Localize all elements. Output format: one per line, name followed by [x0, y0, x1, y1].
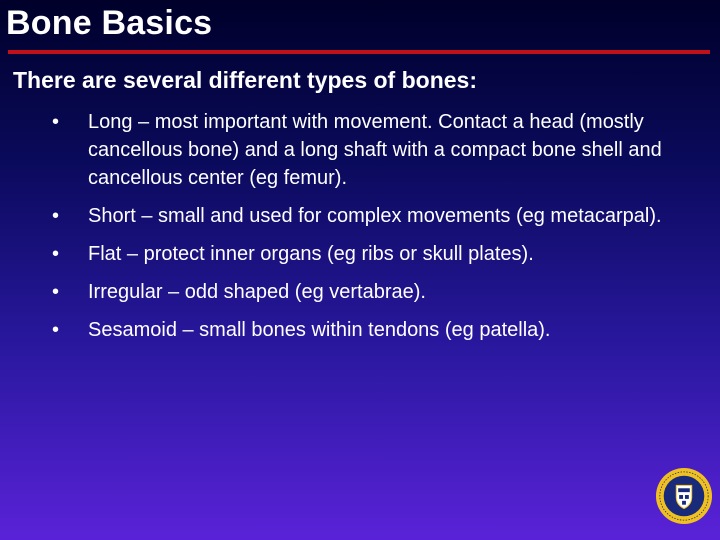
bullet-text: Short – small and used for complex movements (eg metacarpal).	[88, 205, 662, 227]
bullet-text: Flat – protect inner organs (eg ribs or skull plates).	[88, 243, 534, 265]
slide-title: Bone Basics	[6, 4, 213, 42]
list-item-flat	[52, 240, 692, 268]
bullet-text: Long – most important with movement. Contact a head (mostly cancellous bone) and a long shaft with a compact bone shell and cancellous center (eg femur).	[88, 111, 662, 189]
bone-types-list	[52, 108, 692, 354]
list-item-sesamoid	[52, 316, 692, 344]
list-item-long	[52, 108, 692, 192]
bullet-text: Irregular – odd shaped (eg vertabrae).	[88, 281, 426, 303]
bullet-icon: •	[52, 111, 60, 133]
bullet-icon: •	[52, 243, 60, 265]
bullet-icon: •	[52, 205, 60, 227]
bullet-icon: •	[52, 319, 60, 341]
list-item-irregular	[52, 278, 692, 306]
title-divider	[8, 50, 710, 54]
bullet-text: Sesamoid – small bones within tendons (eg patella).	[88, 319, 551, 341]
university-seal-logo	[655, 467, 713, 525]
slide-subtitle: There are several different types of bones:	[13, 67, 477, 93]
list-item-short	[52, 202, 692, 230]
bullet-icon: •	[52, 281, 60, 303]
